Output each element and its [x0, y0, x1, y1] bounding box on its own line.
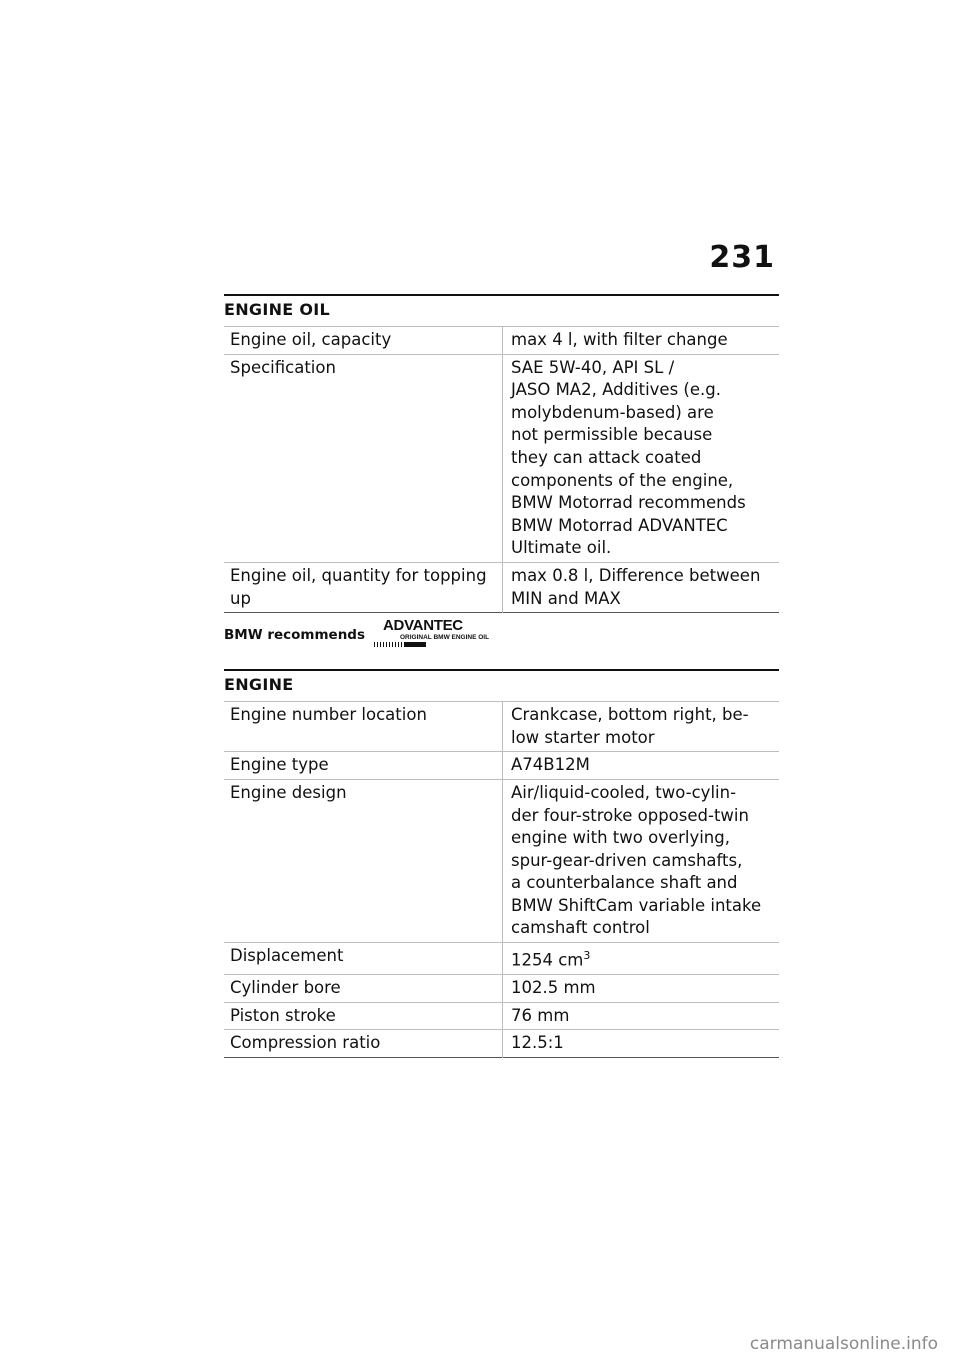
unit-superscript: 3 [583, 949, 591, 963]
footer-watermark: carmanualsonline.info [749, 1334, 938, 1354]
spec-label: Engine oil, quantity for topping up [224, 562, 503, 612]
spec-value: A74B12M [511, 755, 590, 775]
section-title-engine: ENGINE [224, 675, 294, 695]
spec-value: Air/liquid-cooled, two-cylin- der four-stroke opposed-twin engine with two overlying, spur-gear-driven camshafts, a counterbalance shaft and BMW ShiftCam variable intake camshaft control [511, 782, 762, 938]
spec-label: Engine number location [224, 702, 503, 752]
spec-value: 76 mm [511, 1005, 570, 1025]
advantec-logo [374, 617, 490, 647]
table-row [224, 327, 779, 355]
spec-value: max 4 l, with filter change [511, 330, 728, 349]
engine-table [224, 701, 779, 1058]
table-row [224, 943, 779, 975]
spec-label: Specification [224, 354, 503, 562]
spec-label: Engine oil, capacity [224, 327, 503, 355]
spec-label: Engine design [224, 779, 503, 942]
table-row [224, 562, 779, 612]
section-title-engine-oil: ENGINE OIL [224, 300, 331, 319]
recommendation-line [224, 613, 779, 669]
spec-value: Crankcase, bottom right, be- low starter motor [511, 705, 749, 747]
page-number: 231 [709, 240, 775, 275]
spec-value: max 0.8 l, Difference between MIN and MAX [511, 565, 761, 608]
spec-label: Cylinder bore [224, 975, 503, 1003]
spec-value: SAE 5W-40, API SL / JASO MA2, Additives (e.g. molybdenum-based) are not permissible because they can attack coated components of the engine, BMW Motorrad recommends BMW Motorrad ADVANTEC Ultimate oil. [511, 357, 746, 558]
table-row [224, 1002, 779, 1030]
logo-subtitle: ORIGINAL BMW ENGINE OIL [400, 634, 490, 642]
table-row [224, 975, 779, 1003]
table-row [224, 702, 779, 752]
logo-brand: ADVANTEC [383, 617, 463, 635]
spec-value: 1254 $cm^3$ [511, 949, 591, 970]
spec-value: 102.5 mm [511, 978, 596, 998]
spec-label: Engine type [224, 752, 503, 780]
table-row [224, 1030, 779, 1058]
table-row [224, 752, 779, 780]
logo-stripe-icon [374, 642, 434, 647]
table-row [224, 354, 779, 562]
spec-value: 12.5:1 [511, 1033, 564, 1053]
spec-label: Compression ratio [224, 1030, 503, 1058]
recommend-text: BMW recommends [224, 627, 366, 644]
spec-label: Displacement [224, 943, 503, 975]
spec-label: Piston stroke [224, 1002, 503, 1030]
engine-oil-table [224, 326, 779, 613]
page-content [224, 294, 779, 1058]
table-row [224, 779, 779, 942]
